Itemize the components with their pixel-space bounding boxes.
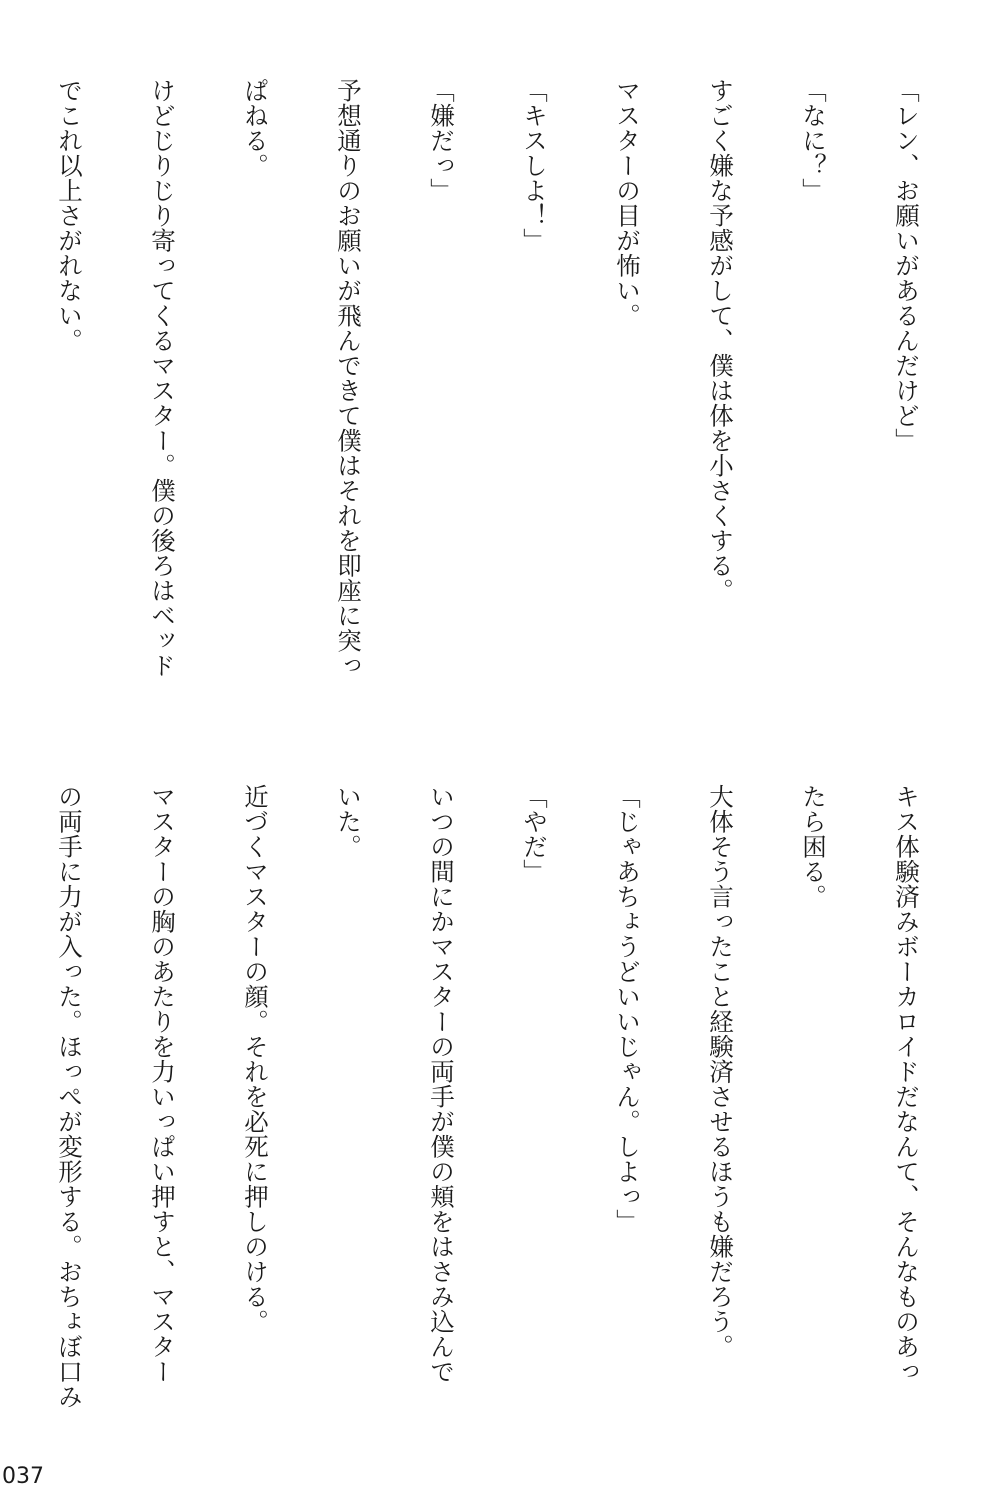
text-line: けどじりじり寄ってくるマスター。僕の後ろはベッド bbox=[148, 78, 177, 678]
text-line: 近づくマスターの顔。それを必死に押しのける。 bbox=[241, 784, 270, 1334]
text-line: すごく嫌な予感がして、僕は体を小さくする。 bbox=[706, 78, 735, 603]
text-line: たら困る。 bbox=[799, 784, 828, 909]
text-line: でこれ以上さがれない。 bbox=[55, 78, 84, 353]
page-number: 037 bbox=[2, 1464, 44, 1489]
text-line: 予想通りのお願いが飛んできて僕はそれを即座に突っ bbox=[334, 78, 363, 678]
text-line: 「じゃあちょうどいいじゃん。しよっ」 bbox=[613, 784, 642, 1234]
text-line: 「レン、お願いがあるんだけど」 bbox=[892, 78, 921, 453]
text-line: 「やだ」 bbox=[520, 784, 549, 884]
text-block-top bbox=[34, 78, 984, 718]
text-block-bottom bbox=[34, 784, 984, 1424]
text-line: いた。 bbox=[334, 784, 363, 859]
text-line: ぱねる。 bbox=[241, 78, 270, 178]
text-line: の両手に力が入った。ほっぺが変形する。おちょぼ口み bbox=[55, 784, 84, 1409]
text-line: 「嫌だっ」 bbox=[427, 78, 456, 203]
text-line: マスターの目が怖い。 bbox=[613, 78, 642, 328]
text-line: 「なに？」 bbox=[799, 78, 828, 203]
text-line: マスターの胸のあたりを力いっぱい押すと、マスター bbox=[148, 784, 177, 1384]
text-line: いつの間にかマスターの両手が僕の頬をはさみ込んで bbox=[427, 784, 456, 1384]
text-line: 「キスしよ！」 bbox=[520, 78, 549, 253]
text-line: キス体験済みボーカロイドだなんて、そんなものあっ bbox=[892, 784, 921, 1384]
text-line: 大体そう言ったこと経験済させるほうも嫌だろう。 bbox=[706, 784, 735, 1359]
